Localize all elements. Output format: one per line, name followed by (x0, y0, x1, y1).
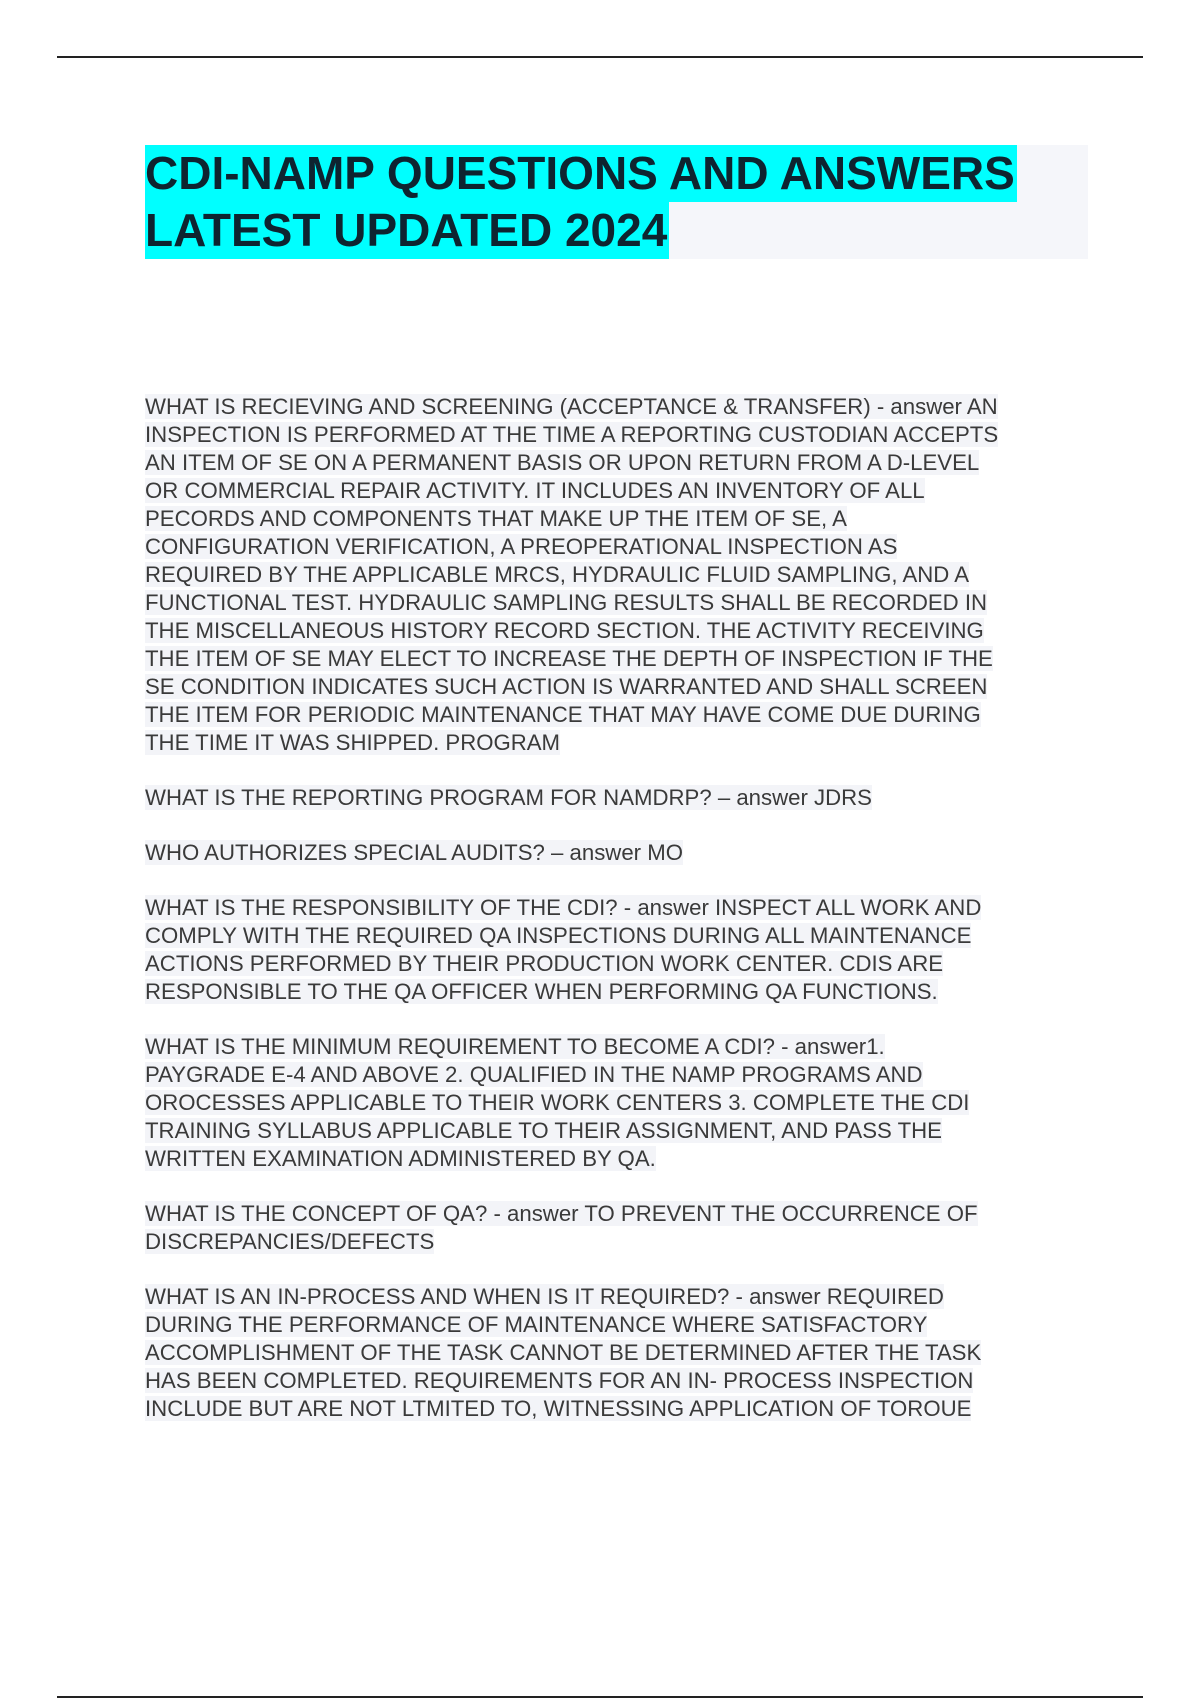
document-title (145, 145, 1088, 259)
qa-item-in-process: WHAT IS AN IN-PROCESS AND WHEN IS IT REQUIRED? - answer REQUIRED DURING THE PERFORMANCE OF MAINTENANCE WHERE SATISFACTORY ACCOMPLISHMENT OF THE TASK CANNOT BE DETERMINED AFTER THE TASK HAS BEEN COMPLETED. REQUIREMENTS FOR AN IN- PROCESS INSPECTION INCLUDE BUT ARE NOT LTMITED TO, WITNESSING APPLICATION OF TOROUE (145, 1284, 982, 1421)
qa-item-cdi-responsibility: WHAT IS THE RESPONSIBILITY OF THE CDI? - answer INSPECT ALL WORK AND COMPLY WITH THE REQUIRED QA INSPECTIONS DURING ALL MAINTENANCE ACTIONS PERFORMED BY THEIR PRODUCTION WORK CENTER. CDIS ARE RESPONSIBLE TO THE QA OFFICER WHEN PERFORMING QA FUNCTIONS. (145, 895, 982, 1004)
top-rule (57, 56, 1143, 58)
qa-item-receiving-screening: WHAT IS RECIEVING AND SCREENING (ACCEPTANCE & TRANSFER) - answer AN INSPECTION IS PERFORMED AT THE TIME A REPORTING CUSTODIAN ACCEPTS AN ITEM OF SE ON A PERMANENT BASIS OR UPON RETURN FROM A D-LEVEL OR COMMERCIAL REPAIR ACTIVITY. IT INCLUDES AN INVENTORY OF ALL PECORDS AND COMPONENTS THAT MAKE UP THE ITEM OF SE, A CONFIGURATION VERIFICATION, A PREOPERATIONAL INSPECTION AS REQUIRED BY THE APPLICABLE MRCS, HYDRAULIC FLUID SAMPLING, AND A FUNCTIONAL TEST. HYDRAULIC SAMPLING RESULTS SHALL BE RECORDED IN THE MISCELLANEOUS HISTORY RECORD SECTION. THE ACTIVITY RECEIVING THE ITEM OF SE MAY ELECT TO INCREASE THE DEPTH OF INSPECTION IF THE SE CONDITION INDICATES SUCH ACTION IS WARRANTED AND SHALL SCREEN THE ITEM FOR PERIODIC MAINTENANCE THAT MAY HAVE COME DUE DURING THE TIME IT WAS SHIPPED. PROGRAM (145, 394, 999, 755)
qa-list (145, 393, 1100, 1450)
bottom-rule (57, 1696, 1143, 1698)
qa-item-cdi-minimum-requirement: WHAT IS THE MINIMUM REQUIREMENT TO BECOME A CDI? - answer1. PAYGRADE E-4 AND ABOVE 2. QUALIFIED IN THE NAMP PROGRAMS AND OROCESSES APPLICABLE TO THEIR WORK CENTERS 3. COMPLETE THE CDI TRAINING SYLLABUS APPLICABLE TO THEIR ASSIGNMENT, AND PASS THE WRITTEN EXAMINATION ADMINISTERED BY QA. (145, 1034, 970, 1171)
qa-item-concept-of-qa: WHAT IS THE CONCEPT OF QA? - answer TO PREVENT THE OCCURRENCE OF DISCREPANCIES/DEFECTS (145, 1201, 978, 1254)
qa-item-namdrp: WHAT IS THE REPORTING PROGRAM FOR NAMDRP? – answer JDRS (145, 785, 872, 810)
title-line-1: CDI-NAMP QUESTIONS AND ANSWERS (145, 145, 1088, 202)
title-line-2: LATEST UPDATED 2024 (145, 202, 1088, 259)
qa-item-special-audits: WHO AUTHORIZES SPECIAL AUDITS? – answer MO (145, 840, 683, 865)
